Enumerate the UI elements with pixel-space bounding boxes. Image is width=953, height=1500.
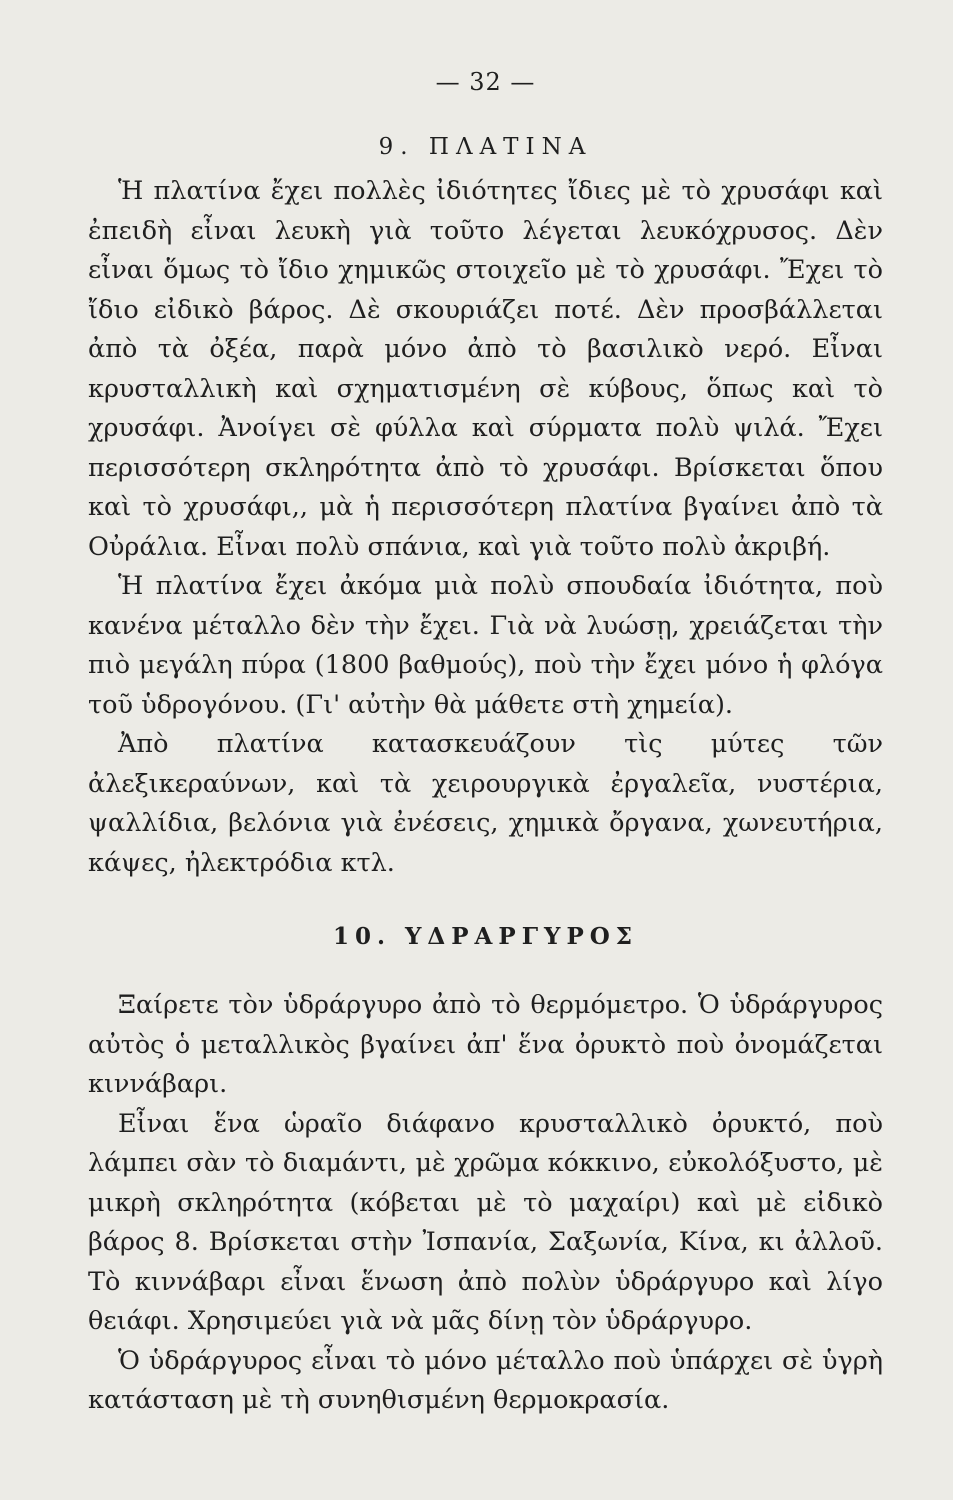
paragraph [88,1105,883,1342]
page-number: — 32 — [435,68,536,96]
paragraph [88,1342,883,1421]
paragraph [88,567,883,725]
paragraph-text: Εἶναι ἕνα ὡραῖο διάφανο κρυσταλλικὸ ὀρυκτό, ποὺ λάμπει σὰν τὸ διαμάντι, μὲ χρῶμα κόκκινο, εὐκολόξυστο, μὲ μικρὴ σκληρότητα (κόβεται μὲ τὸ μαχαίρι) καὶ μὲ εἰδικὸ βάρος 8. Βρίσκεται στὴν Ἰσπανία, Σαξωνία, Κίνα, κι ἀλλοῦ. Τὸ κιννάβαρι εἶναι ἕνωση ἀπὸ πολὺν ὑδράργυρο καὶ λίγο θειάφι. Χρησιμεύει γιὰ νὰ μᾶς δίνῃ τὸν ὑδράργυρο. [88,1108,883,1336]
section-title-platinum: 9. ΠΛΑΤΙΝΑ [378,134,593,160]
paragraph-text: Ἡ πλατίνα ἔχει ἀκόμα μιὰ πολὺ σπουδαία ἰδιότητα, ποὺ κανένα μέταλλο δὲν τὴν ἔχει. Γιὰ νὰ λυώσῃ, χρειάζεται τὴν πιὸ μεγάλη πύρα (1800 βαθμούς), ποὺ τὴν ἔχει μόνο ἡ φλόγα τοῦ ὑδρογόνου. (Γι' αὐτὴν θὰ μάθετε στὴ χημεία). [88,571,883,720]
section-title-mercury: 10. ΥΔΡΑΡΓΥΡΟΣ [332,923,639,950]
paragraph-text: Ξαίρετε τὸν ὑδράργυρο ἀπὸ τὸ θερμόμετρο. Ὁ ὑδράργυρος αὐτὸς ὁ μεταλλικὸς βγαίνει ἀπ' ἕνα ὀρυκτὸ ποὺ ὀνομάζεται κιννάβαρι. [88,990,883,1099]
paragraph [88,725,883,883]
paragraph-text: Ἀπὸ πλατίνα κατασκευάζουν τὶς μύτες τῶν ἀλεξικεραύνων, καὶ τὰ χειρουργικὰ ἐργαλεῖα, νυστέρια, ψαλλίδια, βελόνια γιὰ ἐνέσεις, χημικὰ ὄργανα, χωνευτήρια, κάψες, ἠλεκτρόδια κτλ. [88,729,883,878]
paragraph [88,986,883,1105]
paragraph-text: Ἡ πλατίνα ἔχει πολλὲς ἰδιότητες ἴδιες μὲ τὸ χρυσάφι καὶ ἐπειδὴ εἶναι λευκὴ γιὰ τοῦτο λέγεται λευκόχρυσος. Δὲν εἶναι ὅμως τὸ ἴδιο χημικῶς στοιχεῖο μὲ τὸ χρυσάφι. Ἔχει τὸ ἴδιο εἰδικὸ βάρος. Δὲ σκουριάζει ποτέ. Δὲν προσβάλλεται ἀπὸ τὰ ὀξέα, παρὰ μόνο ἀπὸ τὸ βασιλικὸ νερό. Εἶναι κρυσταλλικὴ καὶ σχηματισμένη σὲ κύβους, ὅπως καὶ τὸ χρυσάφι. Ἀνοίγει σὲ φύλλα καὶ σύρματα πολὺ ψιλά. Ἔχει περισσότερη σκληρότητα ἀπὸ τὸ χρυσάφι. Βρίσκεται ὅπου καὶ τὸ χρυσάφι,, μὰ ἡ περισσότερη πλατίνα βγαίνει ἀπὸ τὰ Οὐράλια. Εἶναι πολὺ σπάνια, καὶ γιὰ τοῦτο πολὺ ἀκριβή. [88,176,883,562]
paragraph [88,172,883,567]
paragraph-text: Ὁ ὑδράργυρος εἶναι τὸ μόνο μέταλλο ποὺ ὑπάρχει σὲ ὑγρὴ κατάσταση μὲ τὴ συνηθισμένη θερμοκρασία. [88,1345,883,1415]
